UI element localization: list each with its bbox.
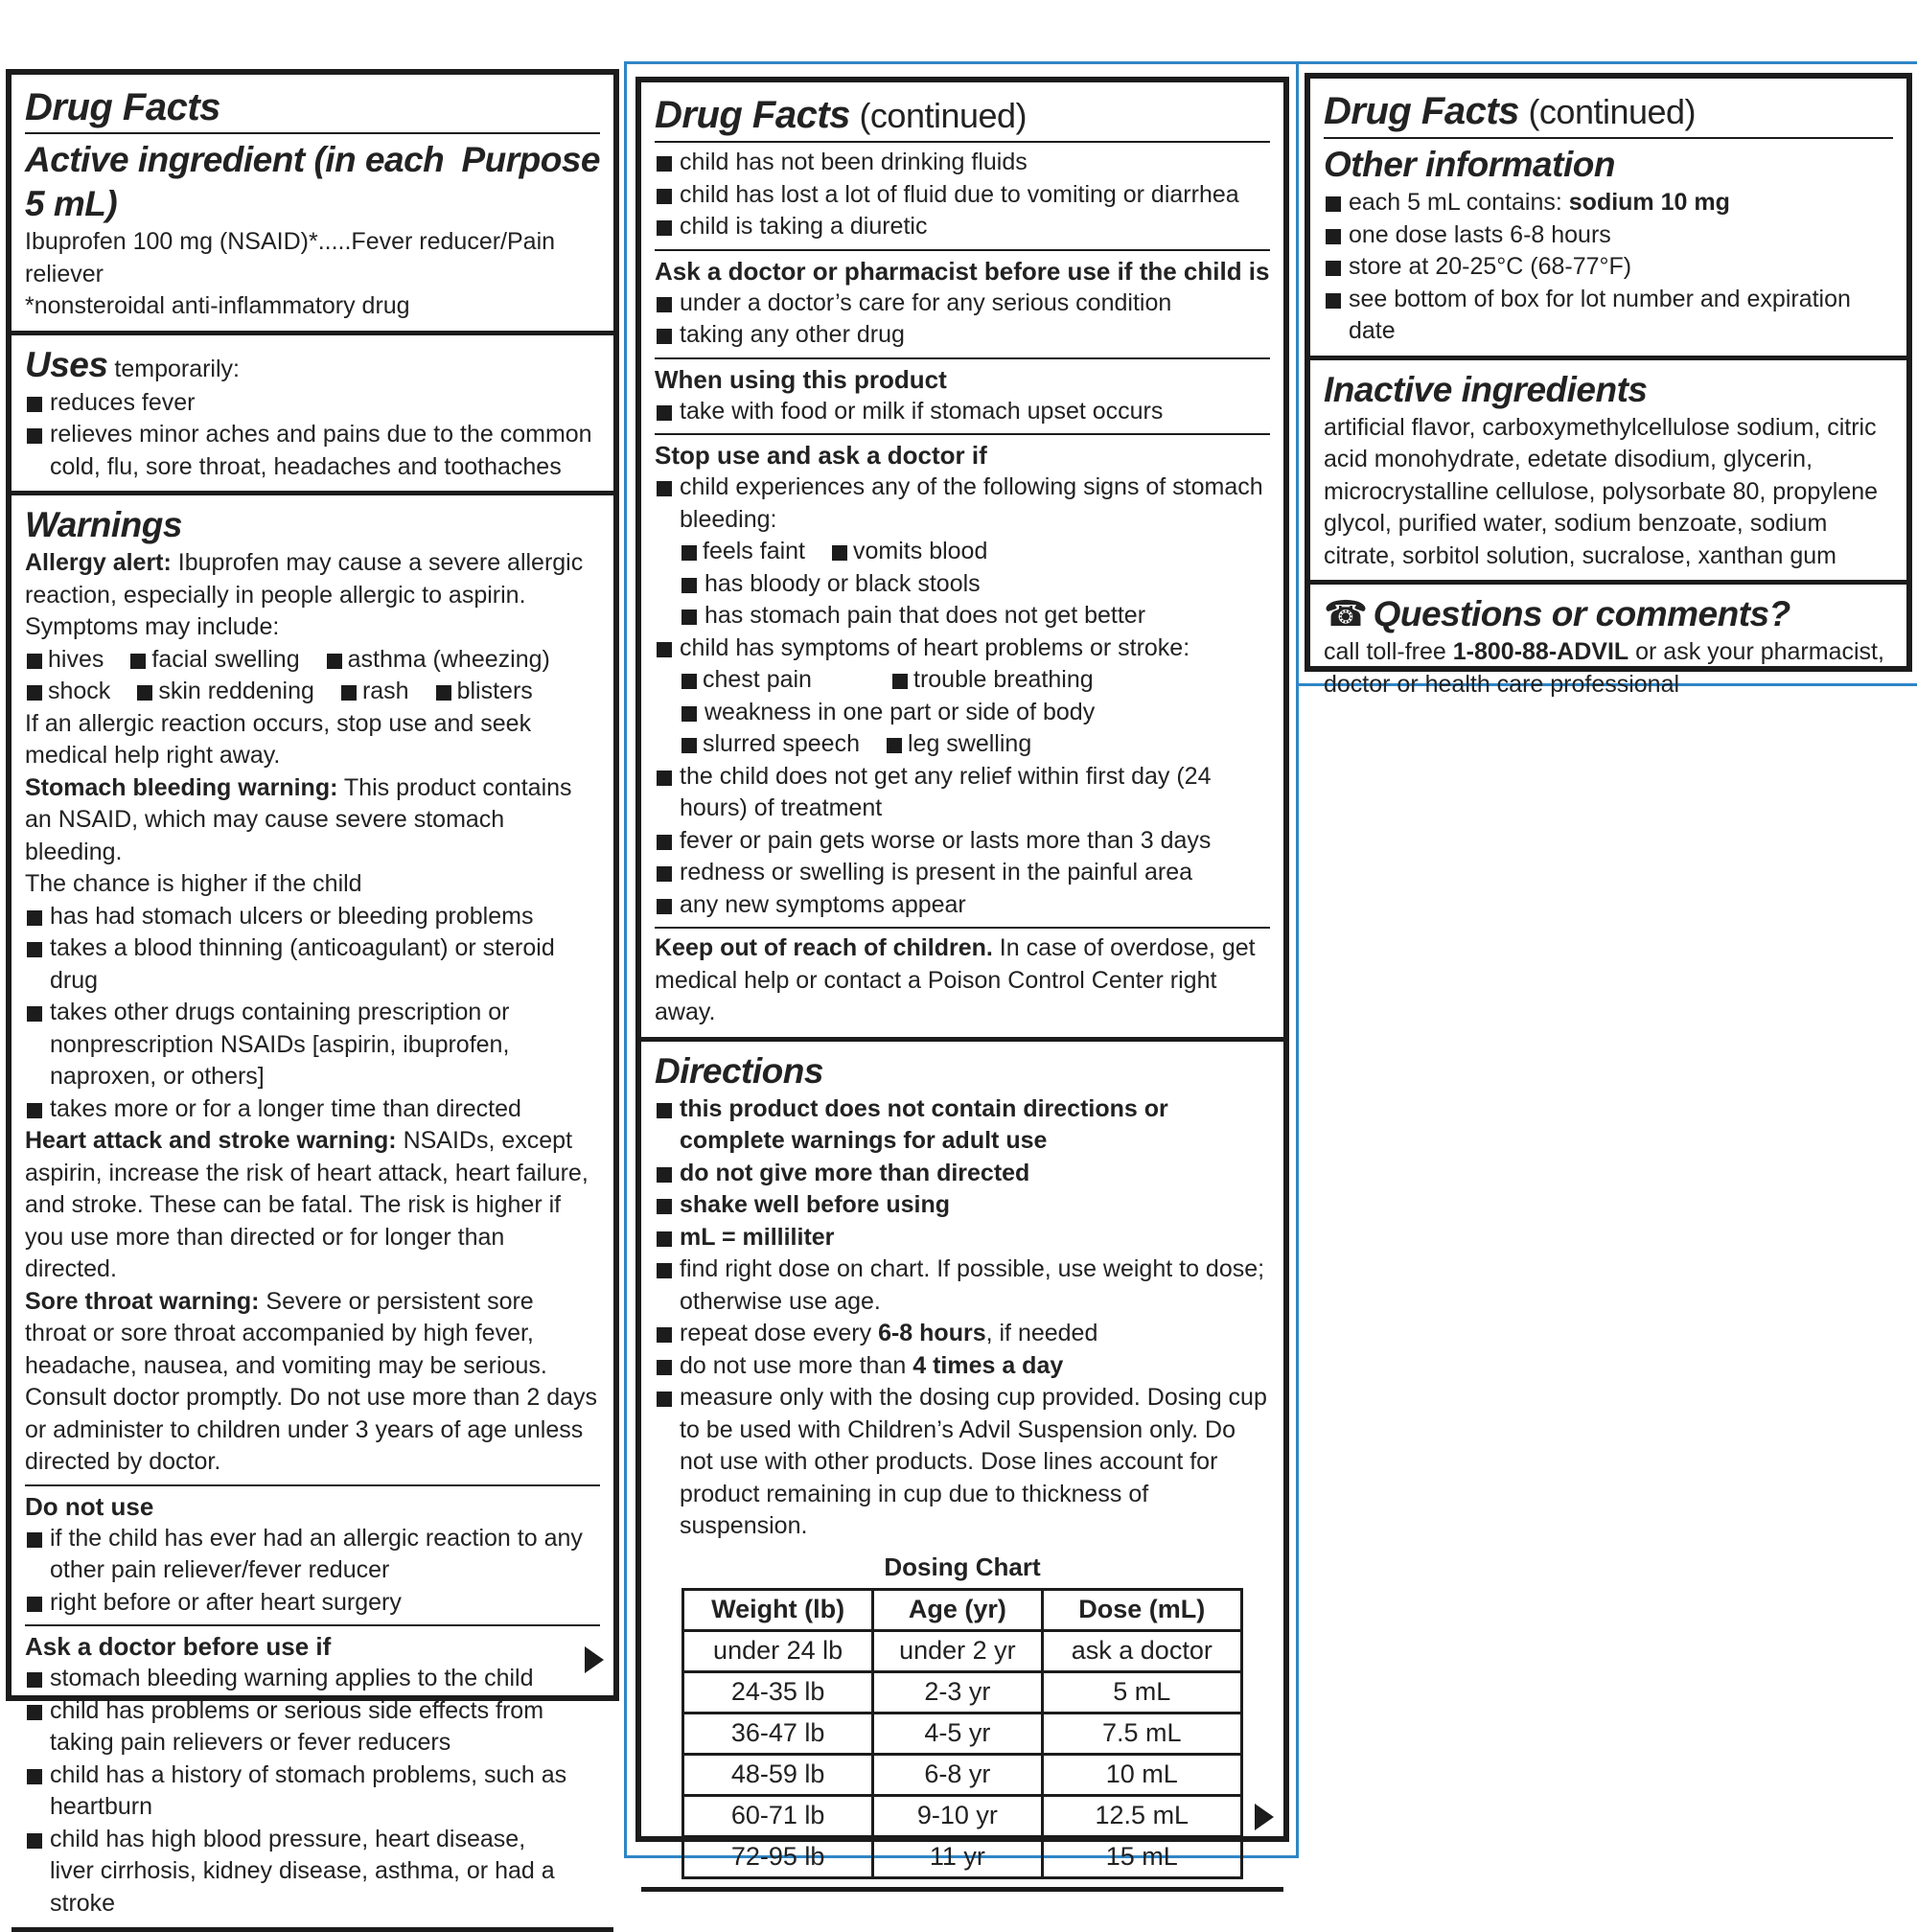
questions-heading: Questions or comments? bbox=[1373, 594, 1790, 633]
table-cell: 24-35 lb bbox=[683, 1671, 873, 1713]
list-item: feels faint bbox=[680, 536, 805, 568]
dosing-chart-table bbox=[681, 1588, 1243, 1879]
phone-icon: ☎ bbox=[1324, 594, 1368, 633]
list-item: has bloody or black stools bbox=[680, 568, 1270, 601]
table-row bbox=[683, 1754, 1242, 1795]
throat-label: Sore throat warning: bbox=[25, 1287, 260, 1315]
allergy-after: If an allergic reaction occurs, stop use and seek medical help right away. bbox=[25, 709, 532, 769]
list-item: this product does not contain directions or complete warnings for adult use bbox=[655, 1093, 1270, 1158]
repeat-bold: 6-8 hours bbox=[878, 1320, 986, 1346]
list-item: child has symptoms of heart problems or stroke: bbox=[655, 632, 1270, 665]
list-item: if the child has ever had an allergic reaction to any other pain reliever/fever reducer bbox=[25, 1523, 600, 1587]
blue-frame-left bbox=[624, 61, 627, 1858]
heart-text: NSAIDs, except aspirin, increase the risk of heart attack, heart failure, and stroke. These can be fatal. The risk is higher if you use more than directed or for longer than directed. bbox=[25, 1127, 589, 1282]
blue-frame-top bbox=[624, 61, 1917, 64]
continue-arrow-icon bbox=[585, 1646, 604, 1673]
ask-pharmacist-heading: Ask a doctor or pharmacist before use if the child is bbox=[655, 256, 1270, 286]
heart-label: Heart attack and stroke warning: bbox=[25, 1127, 397, 1154]
keep-out-section bbox=[655, 927, 1270, 1029]
list-item: find right dose on chart. If possible, use weight to dose; otherwise use age. bbox=[655, 1254, 1270, 1318]
heart-signs-row1 bbox=[680, 664, 1270, 697]
title-text: Drug Facts bbox=[655, 94, 850, 136]
list-item: the child does not get any relief within first day (24 hours) of treatment bbox=[655, 761, 1270, 825]
list-item: blisters bbox=[434, 676, 533, 708]
table-cell: 15 mL bbox=[1042, 1836, 1241, 1877]
table-cell: ask a doctor bbox=[1042, 1630, 1241, 1671]
list-item: fever or pain gets worse or lasts more than 3 days bbox=[655, 825, 1270, 858]
list-item: shock bbox=[25, 676, 110, 708]
active-ingredient-note: *nonsteroidal anti-inflammatory drug bbox=[25, 292, 410, 319]
list-item: shake well before using bbox=[655, 1189, 1270, 1222]
table-cell: 9-10 yr bbox=[873, 1795, 1042, 1836]
table-cell: under 24 lb bbox=[683, 1630, 873, 1671]
table-row bbox=[683, 1630, 1242, 1671]
table-cell: 5 mL bbox=[1042, 1671, 1241, 1713]
ask-doctor-heading: Ask a doctor before use if bbox=[25, 1632, 332, 1661]
uses-section bbox=[12, 335, 613, 496]
list-item bbox=[655, 1318, 1270, 1350]
stop-use-section bbox=[655, 433, 1270, 921]
list-item: facial swelling bbox=[128, 644, 299, 677]
inactive-ingredients-section bbox=[1310, 360, 1906, 586]
list-item: takes a blood thinning (anticoagulant) or steroid drug bbox=[25, 932, 600, 997]
list-item: child has a history of stomach problems, such as heartburn bbox=[25, 1760, 600, 1824]
drug-facts-panel-2 bbox=[635, 77, 1289, 1871]
list-item: asthma (wheezing) bbox=[325, 644, 550, 677]
phone-number: 1-800-88-ADVIL bbox=[1452, 638, 1629, 665]
table-cell: 60-71 lb bbox=[683, 1795, 873, 1836]
max-bold: 4 times a day bbox=[912, 1351, 1064, 1379]
stomach-bleeding-warning bbox=[25, 772, 600, 869]
active-heading-row bbox=[25, 138, 600, 226]
list-item: weakness in one part or side of body bbox=[680, 697, 1270, 729]
directions-heading: Directions bbox=[655, 1050, 823, 1091]
when-using-heading: When using this product bbox=[655, 364, 947, 394]
table-row bbox=[683, 1671, 1242, 1713]
repeat-pre: repeat dose every bbox=[680, 1320, 879, 1346]
list-item: child has lost a lot of fluid due to vomiting or diarrhea bbox=[655, 179, 1270, 212]
active-ingredient-section bbox=[12, 75, 613, 335]
other-information-heading: Other information bbox=[1324, 145, 1615, 184]
list-item: do not give more than directed bbox=[655, 1158, 1270, 1190]
list-item: has stomach pain that does not get better bbox=[680, 600, 1270, 632]
list-item: relieves minor aches and pains due to the common cold, flu, sore throat, headaches and toothaches bbox=[25, 419, 600, 483]
list-item: see bottom of box for lot number and expiration date bbox=[1324, 284, 1893, 348]
panel-title: Drug Facts bbox=[25, 82, 600, 134]
questions-text bbox=[1324, 636, 1893, 701]
list-item: redness or swelling is present in the painful area bbox=[655, 857, 1270, 889]
heart-warning bbox=[25, 1125, 600, 1286]
do-not-use-section bbox=[25, 1484, 600, 1620]
list-item: under a doctor’s care for any serious condition bbox=[655, 288, 1270, 320]
keep-text: In case of overdose, get medical help or contact a Poison Control Center right away. bbox=[655, 934, 1256, 1025]
list-item: child has high blood pressure, heart disease, liver cirrhosis, kidney disease, asthma, or had a stroke bbox=[25, 1824, 600, 1920]
repeat-post: , if needed bbox=[985, 1320, 1098, 1346]
table-row bbox=[683, 1713, 1242, 1754]
stop-use-heading: Stop use and ask a doctor if bbox=[655, 441, 987, 470]
allergy-text: Ibuprofen may cause a severe allergic reaction, especially in people allergic to aspirin. Symptoms may include: bbox=[25, 549, 584, 640]
list-item: takes other drugs containing prescription or nonprescription NSAIDs [aspirin, ibuprofen, naproxen, or others] bbox=[25, 997, 600, 1093]
questions-section bbox=[1310, 585, 1906, 708]
list-item: measure only with the dosing cup provided. Dosing cup to be used with Children’s Advil Suspension only. Do not use with other products. Dose lines account for product remaining in cup due to thickness of suspension. bbox=[655, 1382, 1270, 1543]
dosing-chart-title: Dosing Chart bbox=[884, 1552, 1041, 1581]
questions-heading-row bbox=[1324, 592, 1893, 636]
table-cell: 7.5 mL bbox=[1042, 1713, 1241, 1754]
uses-heading: Uses bbox=[25, 344, 108, 384]
title-continued: (continued) bbox=[849, 96, 1028, 135]
allergy-symptoms-row2 bbox=[25, 676, 600, 708]
list-item: reduces fever bbox=[25, 387, 600, 420]
table-cell: 11 yr bbox=[873, 1836, 1042, 1877]
column-header: Age (yr) bbox=[873, 1589, 1042, 1630]
throat-text: Severe or persistent sore throat or sore throat accompanied by high fever, headache, nausea, and vomiting may be serious. Consult doctor promptly. Do not use more than 2 days or administer to children under 3 years of age unless directed by doctor. bbox=[25, 1287, 598, 1475]
list-item: vomits blood bbox=[830, 536, 987, 568]
continue-arrow-icon bbox=[1255, 1804, 1274, 1830]
keep-out-text bbox=[655, 932, 1270, 1029]
list-item: one dose lasts 6-8 hours bbox=[1324, 219, 1893, 252]
panel-title bbox=[1324, 86, 1893, 139]
table-cell: 12.5 mL bbox=[1042, 1795, 1241, 1836]
drug-facts-panel-3 bbox=[1305, 73, 1912, 698]
list-item: takes more or for a longer time than directed bbox=[25, 1093, 600, 1126]
column-header: Dose (mL) bbox=[1042, 1589, 1241, 1630]
sore-throat-warning bbox=[25, 1286, 600, 1479]
panel-title bbox=[655, 90, 1270, 143]
allergy-symptoms-row1 bbox=[25, 644, 600, 677]
sodium-bold: sodium 10 mg bbox=[1568, 189, 1730, 216]
when-using-section bbox=[655, 357, 1270, 428]
list-item: child is taking a diuretic bbox=[655, 211, 1270, 243]
list-item: rash bbox=[339, 676, 409, 708]
list-item: any new symptoms appear bbox=[655, 889, 1270, 922]
table-cell: 2-3 yr bbox=[873, 1671, 1042, 1713]
list-item: stomach bleeding warning applies to the child bbox=[25, 1663, 600, 1695]
list-item: right before or after heart surgery bbox=[25, 1587, 600, 1620]
uses-lead: temporarily: bbox=[107, 355, 240, 382]
title-continued: (continued) bbox=[1518, 92, 1697, 131]
table-header-row bbox=[683, 1589, 1242, 1630]
list-item: trouble breathing bbox=[890, 664, 1094, 697]
allergy-label: Allergy alert: bbox=[25, 549, 172, 576]
active-ingredient-heading: Active ingredient (in each 5 mL) bbox=[25, 140, 445, 223]
drug-facts-panel-1 bbox=[6, 69, 619, 1917]
sodium-pre: each 5 mL contains: bbox=[1349, 189, 1569, 216]
table-cell: 36-47 lb bbox=[683, 1713, 873, 1754]
list-item bbox=[655, 1350, 1270, 1383]
other-information-section bbox=[1310, 79, 1906, 360]
ask-pharmacist-section bbox=[655, 249, 1270, 352]
directions-section bbox=[641, 1042, 1283, 1892]
list-item: skin reddening bbox=[135, 676, 314, 708]
warnings-section bbox=[12, 495, 613, 1932]
list-item: child has problems or serious side effects from taking pain relievers or fever reducers bbox=[25, 1695, 600, 1760]
active-ingredient-line: Ibuprofen 100 mg (NSAID)*.....Fever reducer/Pain reliever bbox=[25, 228, 556, 288]
stomach-chance: The chance is higher if the child bbox=[25, 870, 362, 897]
list-item: has had stomach ulcers or bleeding problems bbox=[25, 901, 600, 933]
list-item: slurred speech bbox=[680, 728, 860, 761]
list-item: hives bbox=[25, 644, 104, 677]
list-item: mL = milliliter bbox=[655, 1222, 1270, 1254]
stomach-label: Stomach bleeding warning: bbox=[25, 773, 338, 801]
blue-frame-divider bbox=[1296, 61, 1299, 1858]
list-item: child has not been drinking fluids bbox=[655, 147, 1270, 179]
table-cell: under 2 yr bbox=[873, 1630, 1042, 1671]
list-item: leg swelling bbox=[885, 728, 1031, 761]
column-header: Weight (lb) bbox=[683, 1589, 873, 1630]
heart-signs-row2 bbox=[680, 728, 1270, 761]
stomach-text: This product contains an NSAID, which may cause severe stomach bleeding. bbox=[25, 773, 572, 865]
questions-pre: call toll-free bbox=[1324, 638, 1453, 665]
purpose-heading: Purpose bbox=[461, 140, 600, 179]
list-item: chest pain bbox=[680, 664, 866, 697]
table-cell: 10 mL bbox=[1042, 1754, 1241, 1795]
allergy-alert bbox=[25, 547, 600, 644]
uses-heading-row bbox=[25, 343, 600, 387]
list-item: store at 20-25°C (68-77°F) bbox=[1324, 251, 1893, 284]
keep-label: Keep out of reach of children. bbox=[655, 934, 993, 961]
title-text: Drug Facts bbox=[1324, 90, 1519, 132]
table-cell: 4-5 yr bbox=[873, 1713, 1042, 1754]
inactive-ingredients-text: artificial flavor, carboxymethylcellulose sodium, citric acid monohydrate, edetate disodium, glycerin, microcrystalline cellulose, polysorbate 80, propylene glycol, purified water, sodium benzoate, sodium citrate, sorbitol solution, sucralose, xanthan gum bbox=[1324, 413, 1879, 569]
table-cell: 6-8 yr bbox=[873, 1754, 1042, 1795]
table-row bbox=[683, 1836, 1242, 1877]
questions-post: or ask your pharmacist, doctor or health care professional bbox=[1324, 638, 1884, 698]
list-item bbox=[1324, 187, 1893, 219]
max-pre: do not use more than bbox=[680, 1351, 913, 1379]
inactive-ingredients-heading: Inactive ingredients bbox=[1324, 369, 1648, 409]
list-item: take with food or milk if stomach upset occurs bbox=[655, 396, 1270, 428]
warnings-heading: Warnings bbox=[25, 505, 182, 544]
list-item: child experiences any of the following signs of stomach bleeding: bbox=[655, 472, 1270, 536]
table-cell: 72-95 lb bbox=[683, 1836, 873, 1877]
table-row bbox=[683, 1795, 1242, 1836]
continued-section bbox=[641, 82, 1283, 1042]
table-cell: 48-59 lb bbox=[683, 1754, 873, 1795]
do-not-use-heading: Do not use bbox=[25, 1491, 154, 1521]
ask-doctor-section bbox=[25, 1624, 600, 1920]
bleeding-signs-row bbox=[680, 536, 1270, 568]
list-item: taking any other drug bbox=[655, 319, 1270, 352]
